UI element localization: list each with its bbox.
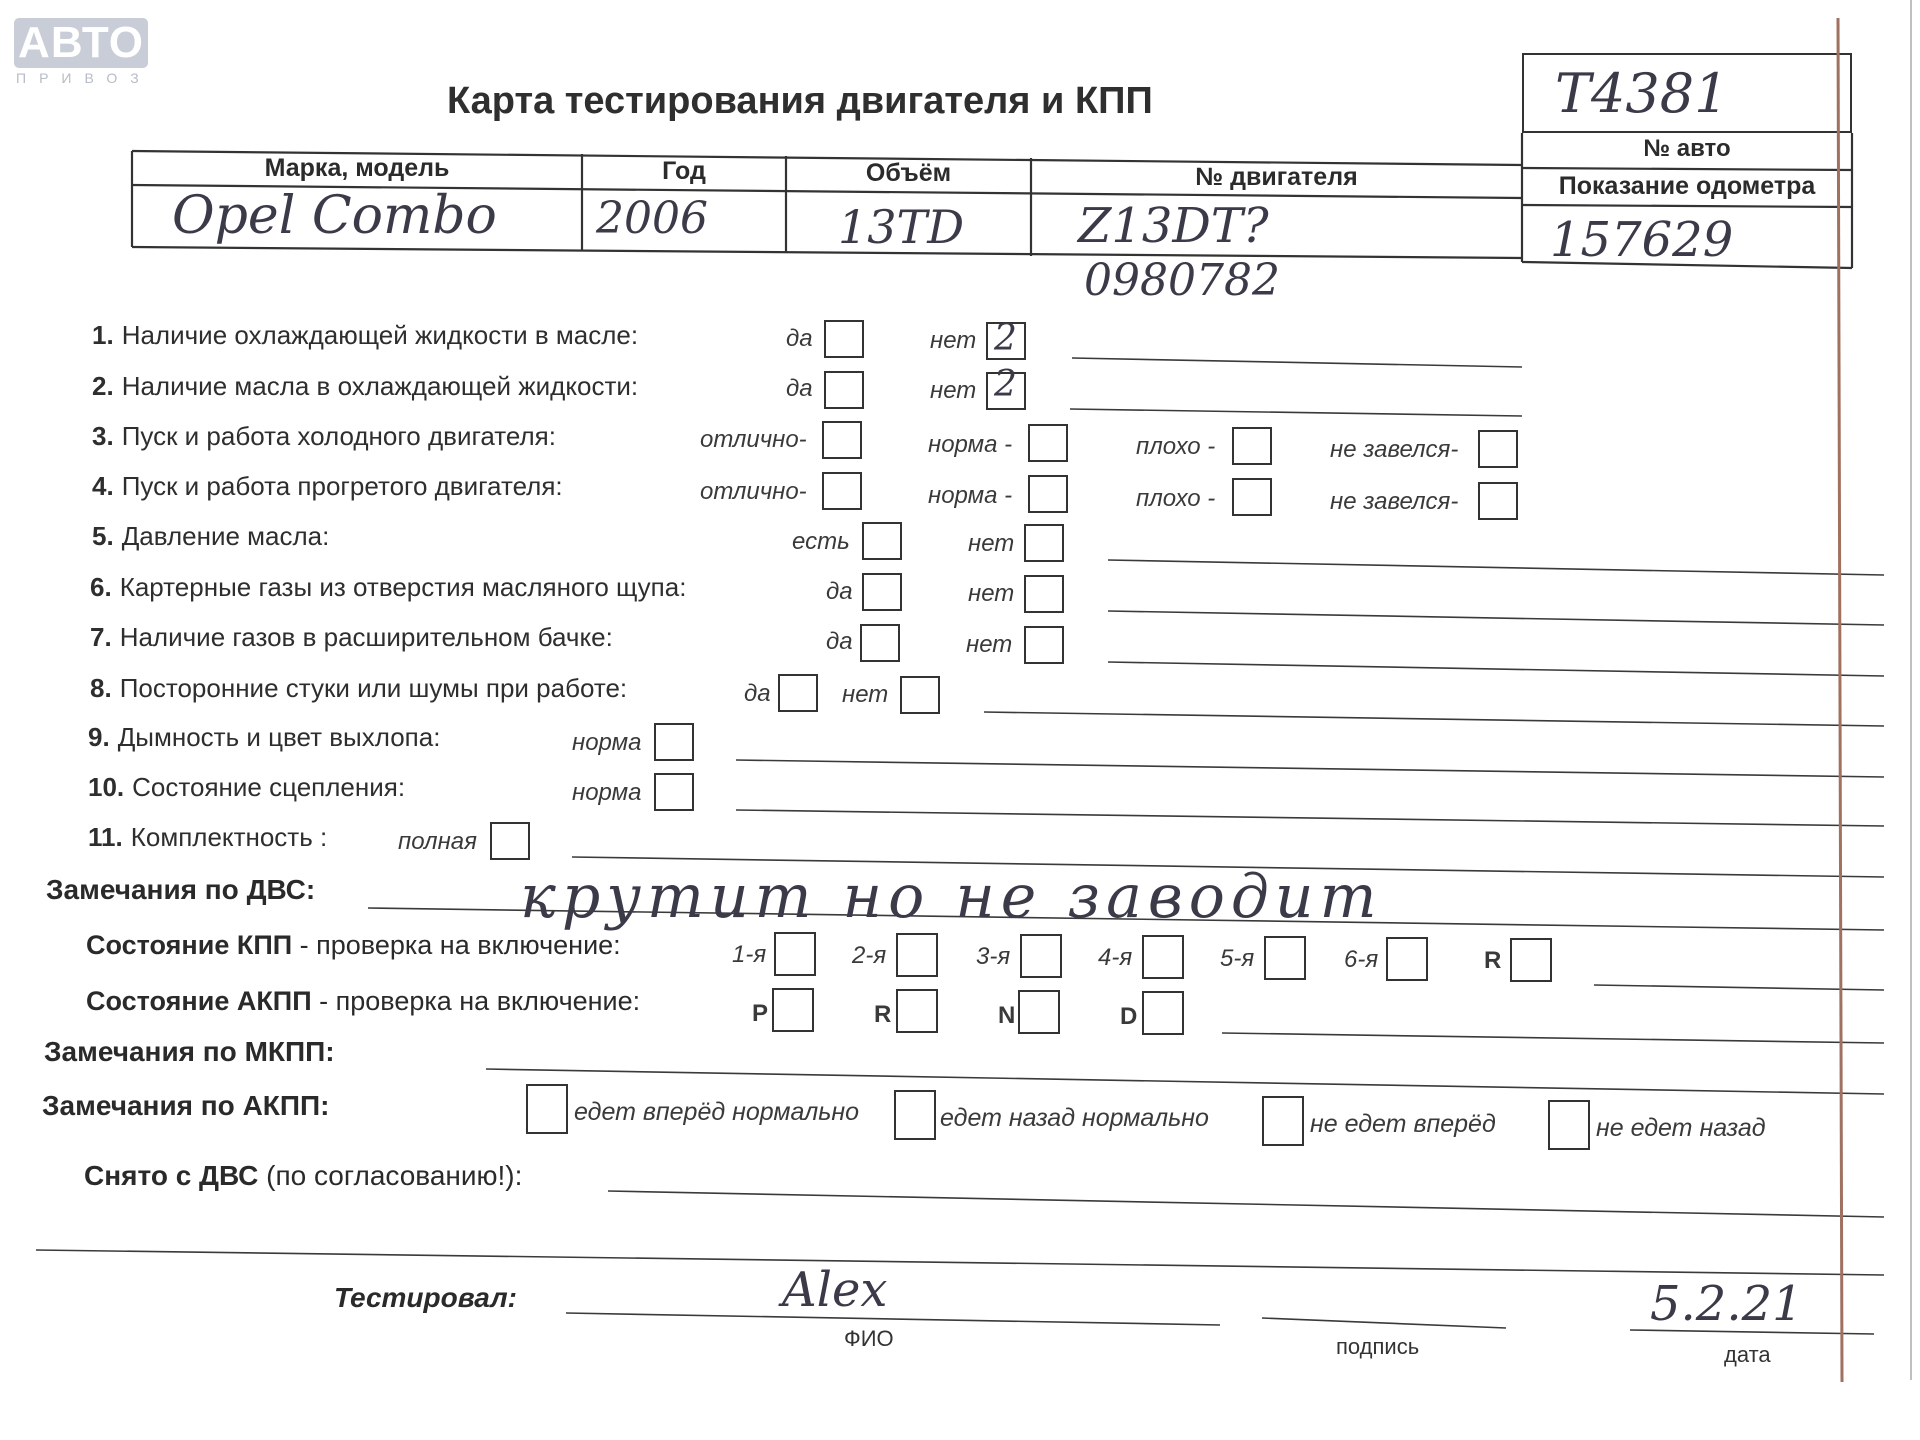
akpp-remarks-label: Замечания по АКПП: xyxy=(42,1090,330,1121)
volume-value: 13TD xyxy=(838,200,965,254)
podpis-label: подпись xyxy=(1336,1334,1420,1359)
logo: АВТО xyxy=(14,18,148,68)
page-title: Карта тестирования двигателя и КПП xyxy=(447,80,1153,122)
car-number-value: Т4381 xyxy=(1555,62,1729,125)
kpp-gear-3-label: 3-я xyxy=(976,943,1011,970)
question-10: 10. Состояние сцепления: xyxy=(88,772,406,802)
question-4: 4. Пуск и работа прогретого двигателя: xyxy=(92,471,563,501)
question-2: 2. Наличие масла в охлаждающей жидкости: xyxy=(92,371,639,401)
logo-subtitle: ПРИВОЗ xyxy=(16,70,152,86)
kpp-gear-r-checkbox[interactable] xyxy=(1510,938,1552,982)
date-label: дата xyxy=(1724,1342,1771,1367)
kpp-gear-2-label: 2-я xyxy=(852,942,887,969)
akpp-mode-d-label: D xyxy=(1120,1003,1138,1030)
akpp-mode-n-label: N xyxy=(998,1002,1016,1029)
q6-option-yes-label: да xyxy=(826,578,853,605)
engine-serial-value: 0980782 xyxy=(1084,255,1280,306)
question-8: 8. Посторонние стуки или шумы при работе: xyxy=(90,673,628,703)
q4-option-bad-label: плохо - xyxy=(1136,485,1216,512)
make-model-value: Opel Combo xyxy=(172,186,497,246)
engine-remarks-value: крутит но не заводит xyxy=(520,862,1383,932)
q3-option-no-start-label: не завелся- xyxy=(1330,436,1459,463)
kpp-gear-6-label: 6-я xyxy=(1344,946,1379,973)
akpp-mode-r-checkbox[interactable] xyxy=(896,989,938,1033)
q1-no-mark: 2 xyxy=(994,318,1017,359)
akpp-mode-p-label: P xyxy=(752,1000,769,1027)
akpp-no-forward-checkbox[interactable] xyxy=(1262,1096,1304,1146)
odometer-header: Показание одометра xyxy=(1558,172,1816,200)
kpp-gear-2-checkbox[interactable] xyxy=(896,933,938,977)
q5-option-yes-label: есть xyxy=(792,528,850,555)
q1-option-no-label: нет xyxy=(930,327,977,354)
q4-option-no-start-label: не завелся- xyxy=(1330,488,1459,515)
tester-label: Тестировал: xyxy=(334,1282,517,1313)
akpp-no-forward-label: не едет вперёд xyxy=(1310,1110,1496,1138)
question-5: 5. Давление масла: xyxy=(92,521,330,551)
kpp-gear-5-checkbox[interactable] xyxy=(1264,936,1306,980)
q8-option-no-label: нет xyxy=(842,681,889,708)
kpp-gear-3-checkbox[interactable] xyxy=(1020,934,1062,978)
q3-option-excellent-label: отлично- xyxy=(700,426,807,453)
year-header: Год xyxy=(662,157,706,185)
question-6: 6. Картерные газы из отверстия масляного щупа: xyxy=(90,572,687,602)
car-number-label: № авто xyxy=(1643,135,1731,162)
akpp-forward-ok-label: едет вперёд нормально xyxy=(574,1098,860,1126)
q2-option-no-label: нет xyxy=(930,377,977,404)
volume-header: Объём xyxy=(865,159,952,187)
kpp-gear-1-label: 1-я xyxy=(732,941,767,968)
akpp-no-backward-label: не едет назад xyxy=(1596,1114,1766,1142)
q5-option-no-label: нет xyxy=(968,530,1015,557)
kpp-gear-4-label: 4-я xyxy=(1098,944,1133,971)
tester-signature: Alex xyxy=(782,1262,888,1318)
odometer-value: 157629 xyxy=(1550,212,1734,268)
akpp-mode-p-checkbox[interactable] xyxy=(772,988,814,1032)
question-1: 1. Наличие охлаждающей жидкости в масле: xyxy=(92,320,639,350)
kpp-gear-4-checkbox[interactable] xyxy=(1142,935,1184,979)
akpp-mode-d-checkbox[interactable] xyxy=(1142,991,1184,1035)
q9-option-normal-label: норма xyxy=(572,729,642,756)
q7-option-no-label: нет xyxy=(966,631,1013,658)
q1-option-yes-label: да xyxy=(786,325,813,352)
akpp-backward-ok-label: едет назад нормально xyxy=(940,1104,1209,1132)
q4-option-excellent-label: отлично- xyxy=(700,478,807,505)
akpp-label: Состояние АКПП - проверка на включение: xyxy=(86,986,641,1016)
akpp-no-backward-checkbox[interactable] xyxy=(1548,1100,1590,1150)
q4-option-normal-label: норма - xyxy=(928,482,1013,509)
q10-option-normal-label: норма xyxy=(572,779,642,806)
akpp-mode-r-label: R xyxy=(874,1001,892,1028)
q6-option-no-label: нет xyxy=(968,580,1015,607)
question-3: 3. Пуск и работа холодного двигателя: xyxy=(92,421,556,451)
engine-no-value: Z13DT? xyxy=(1078,198,1269,254)
kpp-gear-r-label: R xyxy=(1484,947,1502,974)
akpp-forward-ok-checkbox[interactable] xyxy=(526,1084,568,1134)
kpp-gear-6-checkbox[interactable] xyxy=(1386,937,1428,981)
kpp-gear-5-label: 5-я xyxy=(1220,945,1255,972)
q11-option-full-label: полная xyxy=(398,828,477,855)
test-date: 5.2.21 xyxy=(1650,1276,1803,1332)
make-model-header: Марка, модель xyxy=(264,154,450,182)
q7-option-yes-label: да xyxy=(826,628,853,655)
q2-option-yes-label: да xyxy=(786,375,813,402)
question-11: 11. Комплектность : xyxy=(88,822,328,852)
q3-option-bad-label: плохо - xyxy=(1136,433,1216,460)
engine-no-header: № двигателя xyxy=(1195,163,1358,191)
q2-no-mark: 2 xyxy=(994,364,1017,405)
akpp-backward-ok-checkbox[interactable] xyxy=(894,1090,936,1140)
kpp-label: Состояние КПП - проверка на включение: xyxy=(86,930,621,960)
question-7: 7. Наличие газов в расширительном бачке: xyxy=(90,622,613,652)
fio-label: ФИО xyxy=(844,1326,894,1351)
year-value: 2006 xyxy=(596,193,708,244)
kpp-gear-1-checkbox[interactable] xyxy=(774,932,816,976)
engine-remarks-label: Замечания по ДВС: xyxy=(46,874,316,905)
removed-label: Снято с ДВС (по согласованию!): xyxy=(84,1160,523,1191)
question-9: 9. Дымность и цвет выхлопа: xyxy=(88,722,441,752)
akpp-mode-n-checkbox[interactable] xyxy=(1018,990,1060,1034)
q3-option-normal-label: норма - xyxy=(928,431,1013,458)
mkpp-remarks-label: Замечания по МКПП: xyxy=(44,1036,335,1067)
q8-option-yes-label: да xyxy=(744,680,771,707)
